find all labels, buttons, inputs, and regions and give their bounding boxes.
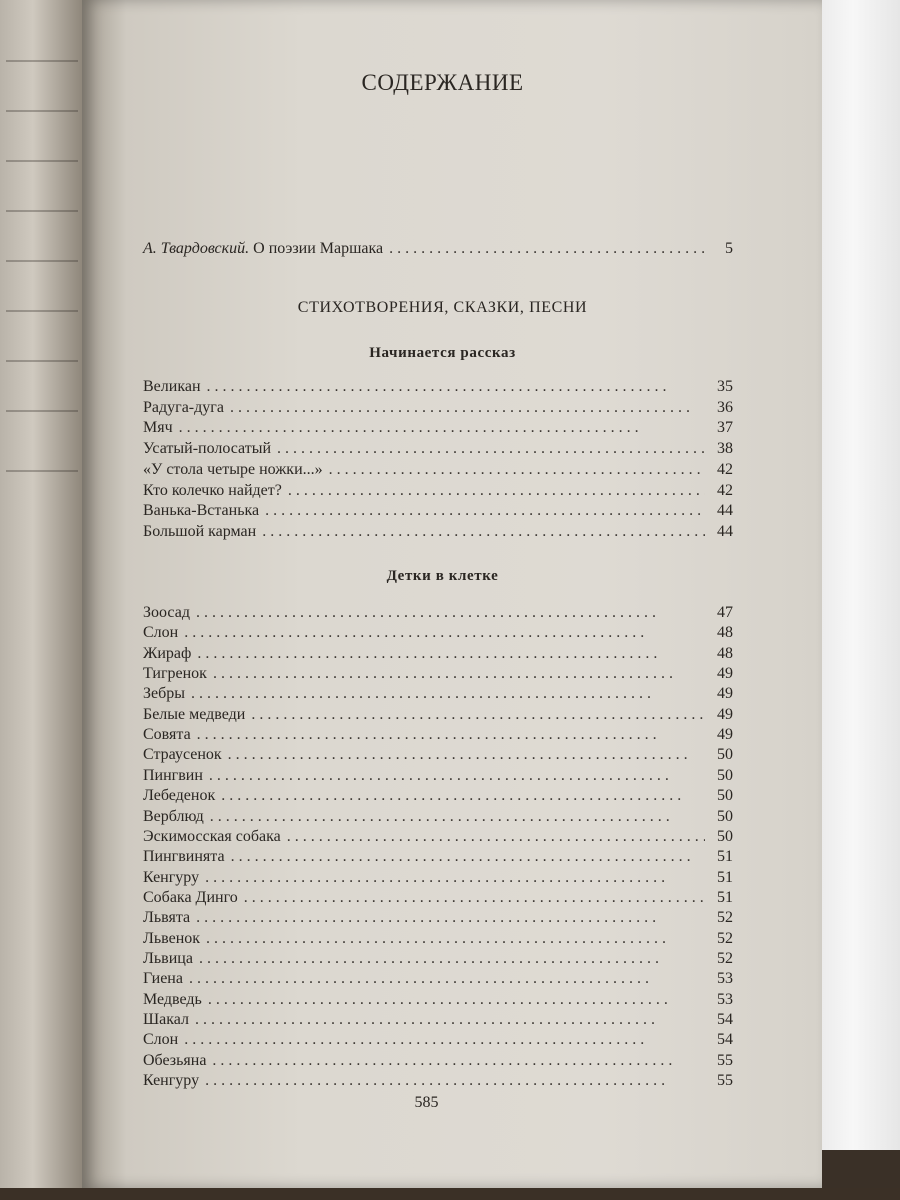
page-ref: 51: [717, 848, 733, 866]
page-ref: 51: [717, 888, 733, 906]
dot-leader: [288, 482, 705, 500]
dot-leader: [197, 645, 705, 663]
toc-entry-title: Гиена: [143, 970, 183, 988]
toc-entry-title: Зоосад: [143, 604, 190, 621]
page-ref: 51: [717, 868, 733, 886]
page-ref: 44: [717, 502, 733, 520]
bleed-line: [6, 110, 78, 112]
page-ref: 52: [717, 909, 733, 927]
section-heading: СТИХОТВОРЕНИЯ, СКАЗКИ, ПЕСНИ: [297, 299, 588, 316]
page-ref: 42: [717, 481, 733, 499]
bleed-line: [6, 470, 78, 472]
toc-entry-title: [143, 240, 383, 258]
toc-entry-title: «У стола четыре ножки...»: [143, 460, 323, 478]
page-ref: 49: [717, 726, 733, 744]
dot-leader: [221, 787, 705, 805]
page-number: 585: [414, 1094, 439, 1111]
toc-entry-title: Мяч: [143, 419, 173, 437]
page-title: СОДЕРЖАНИЕ: [361, 70, 524, 95]
toc-entry-intro: [143, 240, 733, 260]
dot-leader: [184, 1031, 705, 1049]
toc-entry: [143, 1031, 733, 1051]
toc-entry-title: Радуга-дуга: [143, 398, 224, 416]
toc-entry-title: Пингвинята: [143, 848, 225, 866]
toc-entry: [143, 950, 733, 970]
page-ref: 36: [717, 398, 733, 416]
entry-title: О поэзии Маршака: [253, 240, 384, 257]
bleed-line: [6, 210, 78, 212]
dot-leader: [277, 440, 705, 458]
toc-entry-title: Эскимосская собака: [143, 827, 281, 845]
page-ref: 50: [717, 746, 733, 764]
toc-entry-title: Кенгуру: [143, 868, 200, 886]
dot-leader: [208, 991, 705, 1009]
toc-entry-title: Совята: [143, 726, 191, 744]
page-ref: 48: [717, 624, 733, 642]
dot-leader: [206, 930, 705, 948]
dot-leader: [228, 746, 705, 764]
toc-entry-title: Жираф: [143, 644, 192, 662]
dot-leader: [287, 828, 705, 846]
dot-leader: [207, 378, 705, 396]
dot-leader: [196, 604, 705, 622]
page-ref: 49: [717, 685, 733, 703]
toc-entry: [143, 767, 733, 787]
dot-leader: [262, 523, 705, 541]
toc-entry: [143, 624, 733, 644]
toc-entry-title: Львята: [143, 909, 191, 927]
toc-entry: [143, 604, 733, 624]
dot-leader: [251, 706, 705, 724]
toc-entry: [143, 808, 733, 828]
toc-entry: [143, 991, 733, 1011]
bleed-line: [6, 410, 78, 412]
toc-entry-title: Страусенок: [143, 746, 222, 764]
toc-entry-title: Белые медведи: [143, 705, 246, 723]
page-ref: 48: [717, 644, 733, 662]
page-ref: 38: [717, 440, 733, 458]
part-heading: Детки в клетке: [386, 568, 499, 584]
toc-entry: [143, 746, 733, 766]
toc-entry-title: Великан: [143, 378, 201, 395]
dot-leader: [191, 685, 705, 703]
toc-entry: [143, 889, 733, 909]
dot-leader: [209, 767, 705, 785]
page-ref: 42: [717, 460, 733, 478]
page-ref: 50: [717, 827, 733, 845]
toc-entry: [143, 685, 733, 705]
toc-entry-title: Усатый-полосатый: [143, 440, 272, 458]
page-ref: 52: [717, 929, 733, 947]
dot-leader: [213, 665, 705, 683]
toc-entry: [143, 482, 733, 502]
background-shadow: [0, 1188, 900, 1200]
author-name: А. Твардовский.: [143, 240, 250, 257]
page-ref: 49: [717, 705, 733, 723]
toc-entry-title: Верблюд: [143, 807, 204, 825]
page-ref: 54: [717, 1031, 733, 1049]
page-ref: 55: [717, 1051, 733, 1069]
dot-leader: [231, 848, 705, 866]
page-ref: 47: [717, 604, 733, 621]
toc-entry: [143, 502, 733, 522]
page-ref: 52: [717, 949, 733, 967]
toc-entry-title: Медведь: [143, 990, 202, 1008]
page-ref: 5: [725, 240, 733, 257]
toc-entry: [143, 440, 733, 460]
toc-entry: [143, 378, 733, 398]
page-ref: 54: [717, 1011, 733, 1028]
toc-entry: [143, 419, 733, 439]
toc-entry: [143, 399, 733, 419]
page-ref: 37: [717, 419, 733, 437]
toc-entry-title: Обезьяна: [143, 1051, 207, 1069]
part-heading: Начинается рассказ: [369, 345, 516, 361]
page-ref: 50: [717, 807, 733, 825]
dot-leader: [230, 399, 705, 417]
dot-leader: [199, 950, 705, 968]
page-ref: 53: [717, 990, 733, 1008]
toc-entry: [143, 1011, 733, 1031]
page-ref: 50: [717, 766, 733, 784]
toc-entry: [143, 645, 733, 665]
dot-leader: [184, 624, 705, 642]
dot-leader: [205, 1072, 705, 1090]
page-ref: 49: [717, 665, 733, 683]
toc-entry: [143, 828, 733, 848]
dot-leader: [329, 461, 705, 479]
toc-entry: [143, 930, 733, 950]
dot-leader: [210, 808, 705, 826]
dot-leader: [389, 240, 705, 258]
bleed-line: [6, 160, 78, 162]
toc-entry-title: Слон: [143, 624, 179, 642]
dot-leader: [196, 909, 705, 927]
toc-entry: [143, 461, 733, 481]
dot-leader: [179, 419, 705, 437]
toc-entry: [143, 665, 733, 685]
page-ref: 55: [717, 1072, 733, 1090]
toc-entry: [143, 787, 733, 807]
page-ref: 44: [717, 522, 733, 540]
toc-entry: [143, 523, 733, 543]
toc-entry-title: Львенок: [143, 929, 201, 947]
toc-entry-title: Слон: [143, 1031, 179, 1049]
toc-entry-title: Кто колечко найдет?: [143, 481, 282, 499]
toc-entry-title: Зебры: [143, 685, 186, 703]
toc-entry-title: Львица: [143, 949, 193, 967]
toc-entry: [143, 970, 733, 990]
toc-entry: [143, 869, 733, 889]
toc-entry-title: Шакал: [143, 1011, 189, 1028]
bleed-line: [6, 60, 78, 62]
toc-entry: [143, 909, 733, 929]
page-ref: 53: [717, 970, 733, 988]
toc-entry-title: Ванька-Встанька: [143, 502, 260, 520]
dot-leader: [265, 502, 705, 520]
dot-leader: [205, 869, 705, 887]
toc-entry-title: Лебеденок: [143, 787, 216, 805]
bleed-line: [6, 260, 78, 262]
toc-entry-title: Тигренок: [143, 665, 207, 683]
toc-entry-title: Большой карман: [143, 522, 257, 540]
toc-entry-title: Пингвин: [143, 766, 203, 784]
dot-leader: [197, 726, 705, 744]
toc-entry-title: Кенгуру: [143, 1072, 200, 1090]
left-page-edge: [0, 0, 82, 1190]
toc-entry: [143, 706, 733, 726]
toc-entry-title: Собака Динго: [143, 888, 238, 906]
dot-leader: [212, 1052, 705, 1070]
toc-entry: [143, 1072, 733, 1092]
toc-entry: [143, 1052, 733, 1072]
toc-entry: [143, 726, 733, 746]
page-ref: 50: [717, 787, 733, 805]
toc-entry: [143, 848, 733, 868]
dot-leader: [244, 889, 705, 907]
dot-leader: [189, 970, 705, 988]
dot-leader: [195, 1011, 705, 1029]
page-ref: 35: [717, 378, 733, 395]
